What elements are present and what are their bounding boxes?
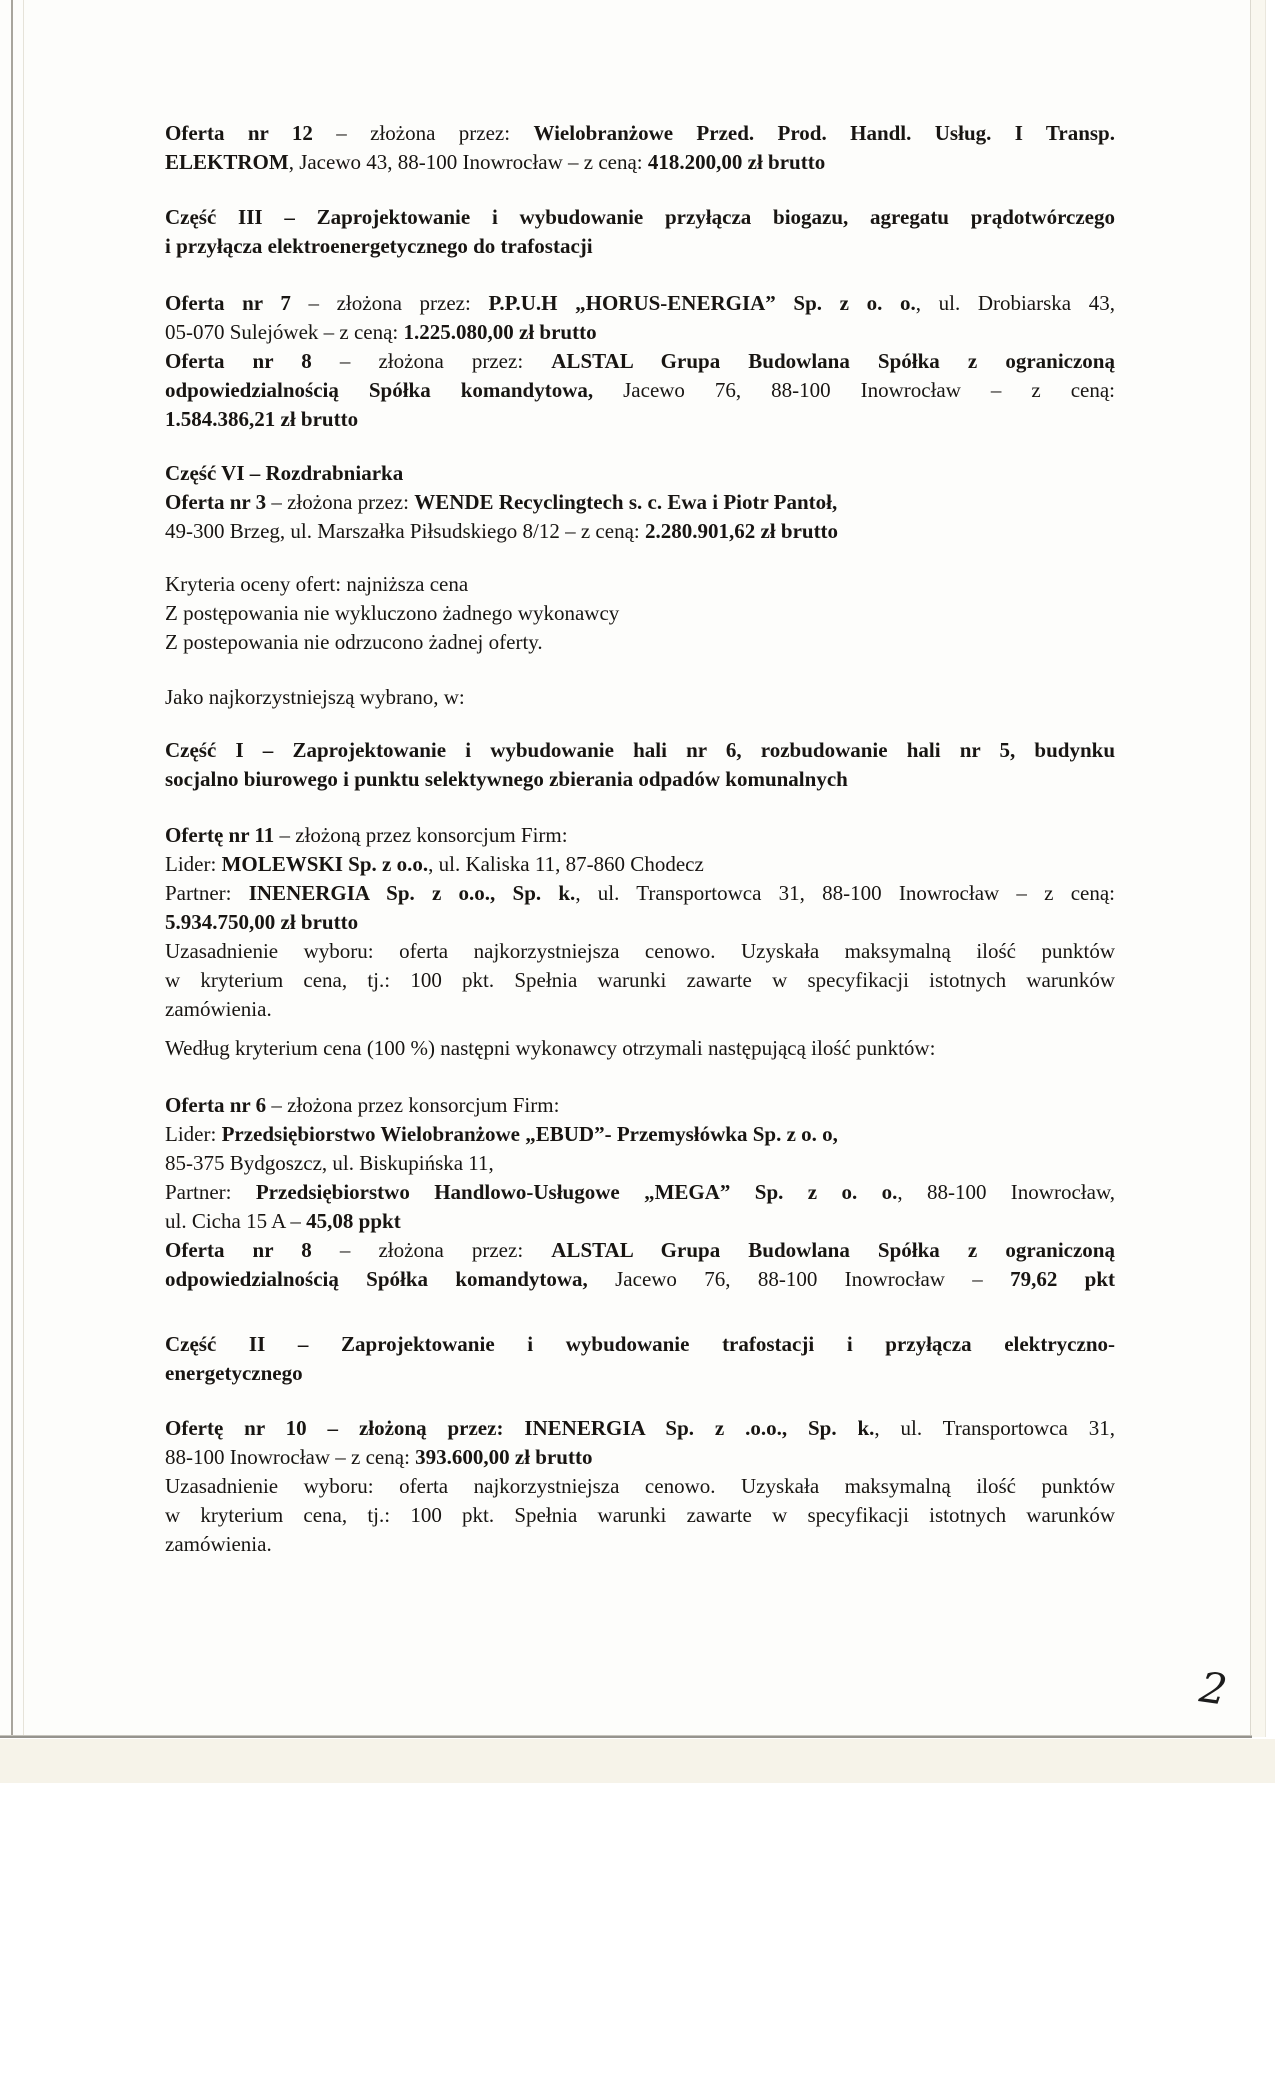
- text-line: [165, 966, 1115, 995]
- paragraph-part-6-and-offer-3: [165, 459, 1115, 546]
- text-line: [165, 628, 1115, 657]
- bold-text-segment: Oferta nr 8: [165, 1238, 312, 1262]
- text-line: [165, 937, 1115, 966]
- bold-text-segment: odpowiedzialnością Spółka komandytowa,: [165, 378, 594, 402]
- bold-text-segment: Część I – Zaprojektowanie i wybudowanie hali nr 6, rozbudowanie hali nr 5, budynku: [165, 738, 1115, 762]
- text-segment: 85-375 Bydgoszcz, ul. Biskupińska 11,: [165, 1151, 494, 1175]
- text-segment: , Jacewo 43, 88-100 Inowrocław – z ceną:: [288, 150, 648, 174]
- bold-text-segment: WENDE Recyclingtech s. c. Ewa i Piotr Pantoł,: [414, 490, 838, 514]
- text-line: [165, 318, 1115, 347]
- bold-text-segment: Przedsiębiorstwo Wielobranżowe „EBUD”- Przemysłówka Sp. z o. o,: [221, 1122, 838, 1146]
- bold-text-segment: Wielobranżowe Przed. Prod. Handl. Usług. I Transp.: [533, 121, 1115, 145]
- bold-text-segment: 5.934.750,00 zł brutto: [165, 910, 359, 934]
- paragraph-offer-11-selected: [165, 821, 1115, 1024]
- text-segment: Partner:: [165, 881, 249, 905]
- text-segment: Według kryterium cena (100 %) następni wykonawcy otrzymali następującą ilość punktów:: [165, 1036, 936, 1060]
- text-segment: Z postepowania nie odrzucono żadnej oferty.: [165, 630, 543, 654]
- text-segment: 49-300 Brzeg, ul. Marszałka Piłsudskiego 8/12 – z ceną:: [165, 519, 645, 543]
- text-line: [165, 376, 1115, 405]
- bold-text-segment: 1.225.080,00 zł brutto: [403, 320, 597, 344]
- text-segment: ul. Cicha 15 A –: [165, 1209, 307, 1233]
- text-segment: Lider:: [165, 1122, 222, 1146]
- text-line: [165, 1530, 1115, 1559]
- text-line: [165, 1414, 1115, 1443]
- text-segment: , 88-100 Inowrocław,: [897, 1180, 1115, 1204]
- document-text-column: [165, 119, 1115, 1559]
- paragraph-selection-intro: [165, 683, 1115, 712]
- text-line: [165, 570, 1115, 599]
- bold-text-segment: Oferta nr 3: [165, 490, 267, 514]
- text-segment: 88-100 Inowrocław – z ceną:: [165, 1445, 416, 1469]
- bold-text-segment: Oferta nr 8: [165, 349, 312, 373]
- bold-text-segment: 418.200,00 zł brutto: [647, 150, 826, 174]
- bold-text-segment: energetycznego: [165, 1361, 303, 1385]
- scan-edge-right-faint-line: [1265, 0, 1266, 1737]
- text-line: [165, 1265, 1115, 1294]
- bold-text-segment: Oferta nr 12: [165, 121, 313, 145]
- text-line: [165, 1359, 1115, 1388]
- scan-edge-left-line: [11, 0, 13, 1737]
- text-segment: w kryterium cena, tj.: 100 pkt. Spełnia warunki zawarte w specyfikacji istotnych warunków: [165, 1503, 1115, 1527]
- text-line: [165, 821, 1115, 850]
- text-line: [165, 736, 1115, 765]
- text-line: [165, 1443, 1115, 1472]
- bold-text-segment: 2.280.901,62 zł brutto: [644, 519, 839, 543]
- text-line: [165, 347, 1115, 376]
- bold-text-segment: i przyłącza elektroenergetycznego do trafostacji: [165, 234, 593, 258]
- bold-text-segment: socjalno biurowego i punktu selektywnego zbierania odpadów komunalnych: [165, 767, 848, 791]
- text-line: [165, 908, 1115, 937]
- text-line: [165, 599, 1115, 628]
- text-line: [165, 1149, 1115, 1178]
- text-line: [165, 1034, 1115, 1063]
- text-line: [165, 995, 1115, 1024]
- text-segment: Uzasadnienie wyboru: oferta najkorzystniejsza cenowo. Uzyskała maksymalną ilość punktów: [165, 939, 1115, 963]
- text-line: [165, 405, 1115, 434]
- text-segment: Jacewo 76, 88-100 Inowrocław –: [587, 1267, 1011, 1291]
- handwritten-page-number: 2: [1196, 1662, 1231, 1715]
- text-segment: w kryterium cena, tj.: 100 pkt. Spełnia warunki zawarte w specyfikacji istotnych warunków: [165, 968, 1115, 992]
- bold-text-segment: Oferta nr 6: [165, 1093, 267, 1117]
- paragraph-points-intro: [165, 1034, 1115, 1063]
- text-segment: – złożona przez konsorcjum Firm:: [266, 1093, 560, 1117]
- bold-text-segment: 1.584.386,21 zł brutto: [165, 407, 359, 431]
- bold-text-segment: ALSTAL Grupa Budowlana Spółka z ograniczoną: [551, 1238, 1115, 1262]
- bold-text-segment: P.P.U.H „HORUS-ENERGIA” Sp. z o. o.: [488, 291, 916, 315]
- text-line: [165, 850, 1115, 879]
- text-line: [165, 1120, 1115, 1149]
- text-line: [165, 1207, 1115, 1236]
- text-line: [165, 289, 1115, 318]
- text-line: [165, 459, 1115, 488]
- paragraph-offer-10-selected: [165, 1414, 1115, 1559]
- text-segment: zamówienia.: [165, 1532, 272, 1556]
- scanner-background-strip: [0, 1739, 1275, 1783]
- bold-text-segment: Część II – Zaprojektowanie i wybudowanie trafostacji i przyłącza elektryczno-: [165, 1332, 1115, 1356]
- scan-edge-right-line: [1250, 0, 1251, 1737]
- text-segment: – złożona przez:: [312, 121, 534, 145]
- blank-area-below-scan: [0, 1783, 1275, 2100]
- text-segment: Partner:: [165, 1180, 256, 1204]
- text-segment: , ul. Transportowca 31,: [874, 1416, 1115, 1440]
- bold-text-segment: INENERGIA Sp. z o.o., Sp. k.: [248, 881, 576, 905]
- bold-text-segment: 79,62 pkt: [1010, 1267, 1115, 1291]
- text-line: [165, 879, 1115, 908]
- sheet-bottom-edge: [0, 1736, 1252, 1738]
- text-line: [165, 1091, 1115, 1120]
- text-segment: – złożona przez:: [290, 291, 489, 315]
- paragraph-offers-7-and-8: [165, 289, 1115, 434]
- text-line: [165, 488, 1115, 517]
- text-segment: 05-070 Sulejówek – z ceną:: [165, 320, 404, 344]
- text-segment: Lider:: [165, 852, 222, 876]
- text-segment: Uzasadnienie wyboru: oferta najkorzystniejsza cenowo. Uzyskała maksymalną ilość punktów: [165, 1474, 1115, 1498]
- text-line: [165, 765, 1115, 794]
- paragraph-offers-6-and-8-points: [165, 1091, 1115, 1294]
- bold-text-segment: Ofertę nr 11: [165, 823, 275, 847]
- text-segment: – złożona przez:: [311, 349, 552, 373]
- bold-text-segment: 393.600,00 zł brutto: [415, 1445, 593, 1469]
- text-line: [165, 203, 1115, 232]
- bold-text-segment: 45,08 ppkt: [306, 1209, 401, 1233]
- text-segment: Jako najkorzystniejszą wybrano, w:: [165, 685, 465, 709]
- scan-edge-right-strip: [1251, 0, 1265, 1737]
- paragraph-evaluation-criteria: [165, 570, 1115, 657]
- text-segment: , ul. Transportowca 31, 88-100 Inowrocław – z ceną:: [575, 881, 1115, 905]
- text-line: [165, 1330, 1115, 1359]
- bold-text-segment: Część VI – Rozdrabniarka: [165, 461, 404, 485]
- text-line: [165, 148, 1115, 177]
- text-segment: – złożona przez:: [311, 1238, 552, 1262]
- text-segment: Z postępowania nie wykluczono żadnego wykonawcy: [165, 601, 620, 625]
- text-line: [165, 1236, 1115, 1265]
- text-segment: – złożoną przez konsorcjum Firm:: [274, 823, 568, 847]
- bold-text-segment: Przedsiębiorstwo Handlowo-Usługowe „MEGA” Sp. z o. o.: [255, 1180, 898, 1204]
- text-segment: Kryteria oceny ofert: najniższa cena: [165, 572, 469, 596]
- paragraph-part-3-heading: [165, 203, 1115, 261]
- paragraph-part-1-heading: [165, 736, 1115, 794]
- text-line: [165, 1178, 1115, 1207]
- bold-text-segment: ALSTAL Grupa Budowlana Spółka z ograniczoną: [551, 349, 1115, 373]
- paragraph-part-2-heading: [165, 1330, 1115, 1388]
- bold-text-segment: Ofertę nr 10 – złożoną przez: INENERGIA Sp. z .o.o., Sp. k.: [165, 1416, 875, 1440]
- text-line: [165, 517, 1115, 546]
- bold-text-segment: odpowiedzialnością Spółka komandytowa,: [165, 1267, 588, 1291]
- bold-text-segment: Część III – Zaprojektowanie i wybudowanie przyłącza biogazu, agregatu prądotwórczego: [165, 205, 1115, 229]
- bold-text-segment: Oferta nr 7: [165, 291, 291, 315]
- bold-text-segment: ELEKTROM: [165, 150, 289, 174]
- text-segment: , ul. Kaliska 11, 87-860 Chodecz: [428, 852, 704, 876]
- text-line: [165, 1501, 1115, 1530]
- text-segment: zamówienia.: [165, 997, 272, 1021]
- text-segment: Jacewo 76, 88-100 Inowrocław – z ceną:: [593, 378, 1115, 402]
- text-segment: , ul. Drobiarska 43,: [915, 291, 1115, 315]
- text-line: [165, 119, 1115, 148]
- bold-text-segment: MOLEWSKI Sp. z o.o.: [221, 852, 429, 876]
- scan-edge-left-faint-line: [23, 0, 24, 1737]
- paragraph-offer-12: [165, 119, 1115, 177]
- text-line: [165, 1472, 1115, 1501]
- text-line: [165, 232, 1115, 261]
- text-line: [165, 683, 1115, 712]
- text-segment: – złożona przez:: [266, 490, 415, 514]
